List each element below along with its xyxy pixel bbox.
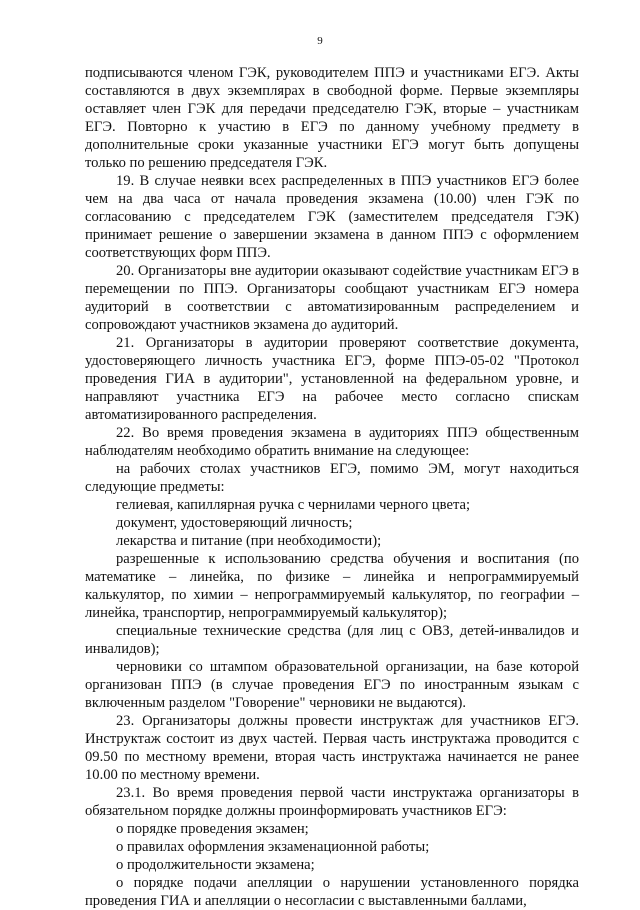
paragraph-23-1: 23.1. Во время проведения первой части инструктажа организаторы в обязательном порядке должны проинформировать участников ЕГЭ: (85, 785, 579, 819)
list-item-appeal-procedure: о порядке подачи апелляции о нарушении установленного порядка проведения ГИА и апелляции о несогласии с выставленными баллами, (85, 875, 579, 909)
paragraph-22: 22. Во время проведения экзамена в аудиториях ППЭ общественным наблюдателям необходимо обратить внимание на следующее: (85, 425, 579, 459)
paragraph-20: 20. Организаторы вне аудитории оказывают содействие участникам ЕГЭ в перемещении по ППЭ. Организаторы сообщают участникам ЕГЭ номера аудиторий в соответствии с автоматизированным распределением и сопровождают участников экзамена до аудиторий. (85, 263, 579, 333)
list-item-drafts: черновики со штампом образовательной организации, на базе которой организован ППЭ (в случае проведения ЕГЭ по иностранным языкам с включенным разделом "Говорение" черновики не выдаются). (85, 659, 579, 711)
list-item-formatting-rules: о правилах оформления экзаменационной работы; (116, 839, 430, 855)
list-item-exam-duration: о продолжительности экзамена; (116, 857, 315, 873)
page-number: 9 (317, 35, 323, 47)
list-item-medicine-food: лекарства и питание (при необходимости); (116, 533, 382, 549)
list-item-special-equipment: специальные технические средства (для лиц с ОВЗ, детей-инвалидов и инвалидов); (85, 623, 579, 657)
list-item-id-document: документ, удостоверяющий личность; (116, 515, 353, 531)
paragraph-continuation: подписываются членом ГЭК, руководителем ППЭ и участниками ЕГЭ. Акты составляются в двух экземплярах в свободной форме. Первые экземпляры оставляет член ГЭК для передачи председателю ГЭК, вторые – участникам ЕГЭ. Повторно к участию в ЕГЭ по данному учебному предмету в дополнительные сроки указанные участники ЕГЭ могут быть допущены только по решению председателя ГЭК. (85, 65, 579, 171)
document-body (85, 64, 579, 910)
list-item-exam-procedure: о порядке проведения экзамен; (116, 821, 309, 837)
list-item-allowed-tools: разрешенные к использованию средства обучения и воспитания (по математике – линейка, по физике – линейка и непрограммируемый калькулятор, по химии – непрограммируемый калькулятор, по географии – линейка, транспортир, непрограммируемый калькулятор); (85, 551, 579, 621)
paragraph-19: 19. В случае неявки всех распределенных в ППЭ участников ЕГЭ более чем на два часа от начала проведения экзамена (10.00) член ГЭК по согласованию с председателем ГЭК (заместителем председателя ГЭК) принимает решение о завершении экзамена в данном ППЭ с оформлением соответствующих форм ППЭ. (85, 173, 579, 261)
paragraph-21: 21. Организаторы в аудитории проверяют соответствие документа, удостоверяющего личность участника ЕГЭ, форме ППЭ-05-02 "Протокол проведения ГИА в аудитории", установленной на федеральном уровне, и направляют участника ЕГЭ на рабочее место согласно спискам автоматизированного распределения. (85, 335, 579, 423)
paragraph-22-desk-items: на рабочих столах участников ЕГЭ, помимо ЭМ, могут находиться следующие предметы: (85, 461, 579, 495)
list-item-pen: гелиевая, капиллярная ручка с чернилами черного цвета; (116, 497, 471, 513)
paragraph-23: 23. Организаторы должны провести инструктаж для участников ЕГЭ. Инструктаж состоит из двух частей. Первая часть инструктажа проводится с 09.50 по местному времени, вторая часть инструктажа начинается не ранее 10.00 по местному времени. (85, 713, 579, 783)
